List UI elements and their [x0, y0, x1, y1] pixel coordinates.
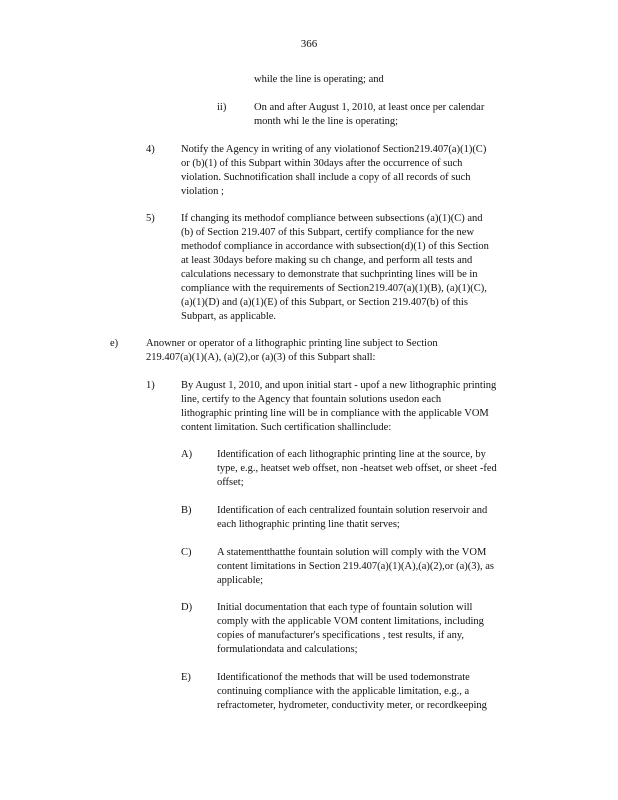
text-line: Subpart, as applicable. — [181, 311, 277, 322]
text-line: copies of manufacturer's specifications , test results, if any, — [217, 630, 465, 641]
item-label: 4) — [146, 144, 155, 155]
text-line: line, certify to the Agency that fountain solutions usedon each — [181, 394, 442, 405]
text-line: methodof compliance in accordance with subsection(d)(1) of this Section — [181, 241, 489, 252]
item-label: A) — [181, 449, 193, 460]
text-line: Notify the Agency in writing of any violationof Section219.407(a)(1)(C) — [181, 144, 487, 155]
text-line: Initial documentation that each type of fountain solution will — [217, 602, 473, 613]
text-line: refractometer, hydrometer, conductivity meter, or recordkeeping — [217, 700, 487, 711]
text-line: continuing compliance with the applicable limitation, e.g., a — [217, 686, 470, 697]
text-line: formulationdata and calculations; — [217, 644, 358, 655]
text-line: Identificationof the methods that will be used todemonstrate — [217, 672, 470, 683]
text-line: each lithographic printing line thatit serves; — [217, 519, 400, 530]
text-line: If changing its methodof compliance between subsections (a)(1)(C) and — [181, 213, 483, 224]
page-number: 366 — [300, 38, 318, 50]
text-line: or (b)(1) of this Subpart within 30days after the occurrence of such — [181, 158, 463, 169]
text-line: lithographic printing line will be in compliance with the applicable VOM — [181, 408, 489, 419]
text-line: at least 30days before making su ch change, and perform all tests and — [181, 255, 473, 266]
item-label: 5) — [146, 213, 155, 224]
text-line: (a)(1)(D) and (a)(1)(E) of this Subpart, or Section 219.407(b) of this — [181, 297, 468, 308]
text-line: type, e.g., heatset web offset, non -heatset web offset, or sheet -fed — [217, 463, 497, 474]
text-line: month whi le the line is operating; — [254, 116, 399, 127]
item-label: D) — [181, 602, 193, 613]
text-line: content limitation. Such certification shallinclude: — [181, 422, 392, 433]
text-line: applicable; — [217, 575, 264, 586]
item-label: e) — [110, 338, 119, 349]
text-line: Identification of each lithographic printing line at the source, by — [217, 449, 486, 460]
text-line: violation ; — [181, 186, 224, 197]
text-line: Anowner or operator of a lithographic printing line subject to Section — [146, 338, 438, 349]
item-label: B) — [181, 505, 192, 516]
text-line: By August 1, 2010, and upon initial start - upof a new lithographic printing — [181, 380, 497, 391]
text-line: Identification of each centralized fountain solution reservoir and — [217, 505, 488, 516]
text-line: A statementthatthe fountain solution will comply with the VOM — [217, 547, 487, 558]
item-label: E) — [181, 672, 191, 683]
text-line: content limitations in Section 219.407(a)(1)(A),(a)(2),or (a)(3), as — [217, 561, 494, 572]
item-label: C) — [181, 547, 192, 558]
item-label: ii) — [217, 102, 227, 113]
text-line: calculations necessary to demonstrate that suchprinting lines will be in — [181, 269, 478, 280]
text-line: violation. Suchnotification shall include a copy of all records of such — [181, 172, 471, 183]
text-line: compliance with the requirements of Section219.407(a)(1)(B), (a)(1)(C), — [181, 283, 487, 294]
item-label: 1) — [146, 380, 155, 391]
text-line: comply with the applicable VOM content limitations, including — [217, 616, 484, 627]
text-line: offset; — [217, 477, 244, 488]
text-line: On and after August 1, 2010, at least once per calendar — [254, 102, 485, 113]
text-line: (b) of Section 219.407 of this Subpart, certify compliance for the new — [181, 227, 475, 238]
text-line: while the line is operating; and — [254, 74, 384, 85]
text-line: 219.407(a)(1)(A), (a)(2),or (a)(3) of this Subpart shall: — [146, 352, 376, 363]
